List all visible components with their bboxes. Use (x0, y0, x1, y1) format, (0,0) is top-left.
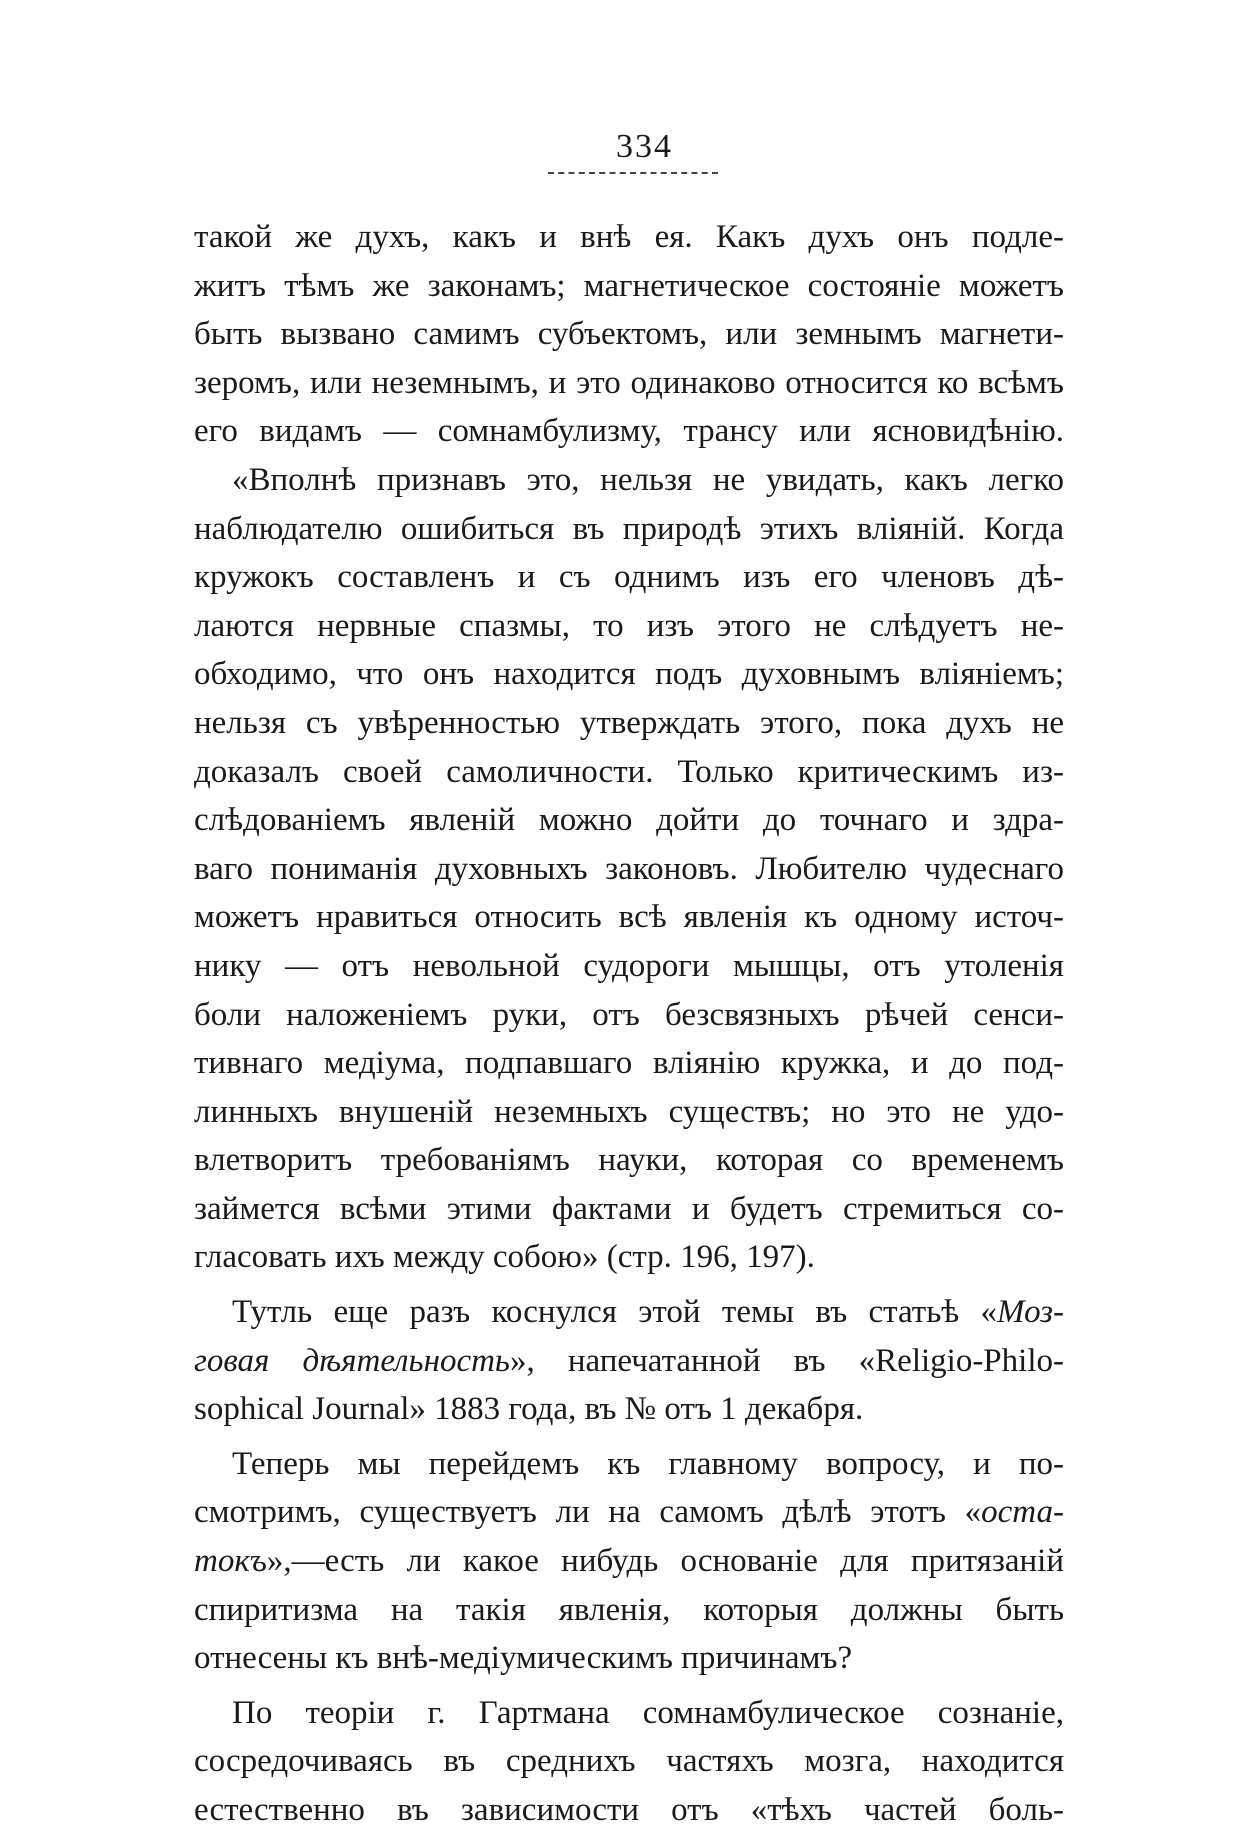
text-line: такой же духъ, какъ и внѣ ея. Какъ духъ онъ подле- (194, 219, 1064, 255)
emphasis-word-part: оста- (981, 1494, 1064, 1531)
text-line: нельзя съ увѣренностью утверждать этого, пока духъ не (194, 704, 1064, 741)
text-line: естественно въ зависимости отъ «тѣхъ частей боль- (194, 1792, 1064, 1828)
text-line: «Вполнѣ признавъ это, нельзя не увидать, какъ легко (232, 461, 1064, 498)
text-line: житъ тѣмъ же законамъ; магнетическое состояніе можетъ (194, 267, 1064, 304)
text-line: ваго пониманія духовныхъ законовъ. Любителю чудеснаго (194, 850, 1064, 887)
text-line (194, 1488, 1064, 1537)
text-line: По теоріи г. Гартмана сомнамбулическое сознаніе, (232, 1694, 1064, 1731)
text-line: сосредочиваясь въ среднихъ частяхъ мозга, находится (194, 1743, 1064, 1780)
paragraph-2 (194, 456, 1064, 1282)
text-line (194, 1537, 1064, 1586)
paragraph-4 (194, 1440, 1064, 1683)
text-run: смотримъ, существуетъ ли на самомъ дѣлѣ этотъ « (194, 1494, 982, 1531)
text-line: боли наложеніемъ руки, отъ безсвязныхъ рѣчей сенси- (194, 996, 1064, 1033)
body-text (194, 213, 1064, 1835)
text-run: Тутль еще разъ коснулся этой темы въ статьѣ « (232, 1294, 998, 1331)
paragraph-3 (194, 1288, 1064, 1434)
page-number-rule (548, 172, 718, 174)
page-number: 334 (616, 128, 673, 165)
text-line: спиритизма на такія явленія, которыя должны быть (194, 1591, 1064, 1628)
text-line: наблюдателю ошибиться въ природѣ этихъ вліяній. Когда (194, 510, 1064, 547)
text-run: », напечатанной въ «Religio-Philo- (509, 1342, 1064, 1379)
article-title-part: Моз- (997, 1294, 1064, 1331)
text-line: слѣдованіемъ явленій можно дойти до точнаго и здра- (194, 802, 1064, 839)
text-line: нику — отъ невольной судороги мышцы, отъ утоленія (194, 947, 1064, 984)
text-line: его видамъ — сомнамбулизму, трансу или ясновидѣнію. (194, 413, 1064, 450)
text-line: отнесены къ внѣ-медіумическимъ причинамъ? (194, 1640, 853, 1677)
text-line: тивнаго медіума, подпавшаго вліянію кружка, и до под- (194, 1045, 1064, 1082)
text-line: обходимо, что онъ находится подъ духовнымъ вліяніемъ; (194, 656, 1064, 693)
article-title-part: говая дѣятельность (194, 1342, 510, 1379)
text-line: доказалъ своей самоличности. Только критическимъ из- (194, 753, 1064, 790)
text-line: sophical Journal» 1883 года, въ № отъ 1 декабря. (194, 1391, 864, 1428)
text-line: зеромъ, или неземнымъ, и это одинаково относится ко всѣмъ (194, 364, 1064, 401)
text-line: займется всѣми этими фактами и будетъ стремиться со- (194, 1190, 1064, 1227)
text-line: кружокъ составленъ и съ однимъ изъ его членовъ дѣ- (194, 559, 1064, 596)
text-line: лаются нервные спазмы, то изъ этого не слѣдуетъ не- (194, 607, 1064, 644)
text-line: быть вызвано самимъ субъектомъ, или земнымъ магнети- (194, 316, 1064, 353)
text-line: линныхъ внушеній неземныхъ существъ; но это не удо- (194, 1093, 1064, 1130)
text-line: можетъ нравиться относить всѣ явленія къ одному источ- (194, 899, 1064, 936)
text-line: влетворитъ требованіямъ науки, которая со временемъ (194, 1142, 1064, 1179)
paragraph-5 (194, 1689, 1064, 1835)
text-run: »,—есть ли какое нибудь основаніе для притязаній (266, 1543, 1064, 1580)
text-line: гласовать ихъ между собою» (стр. 196, 197). (194, 1239, 815, 1276)
text-line: Теперь мы перейдемъ къ главному вопросу, и по- (232, 1445, 1064, 1482)
text-line (194, 1337, 1064, 1386)
paragraph-1 (194, 213, 1064, 456)
emphasis-word-part: токъ (194, 1543, 267, 1580)
text-line (194, 1288, 1064, 1337)
